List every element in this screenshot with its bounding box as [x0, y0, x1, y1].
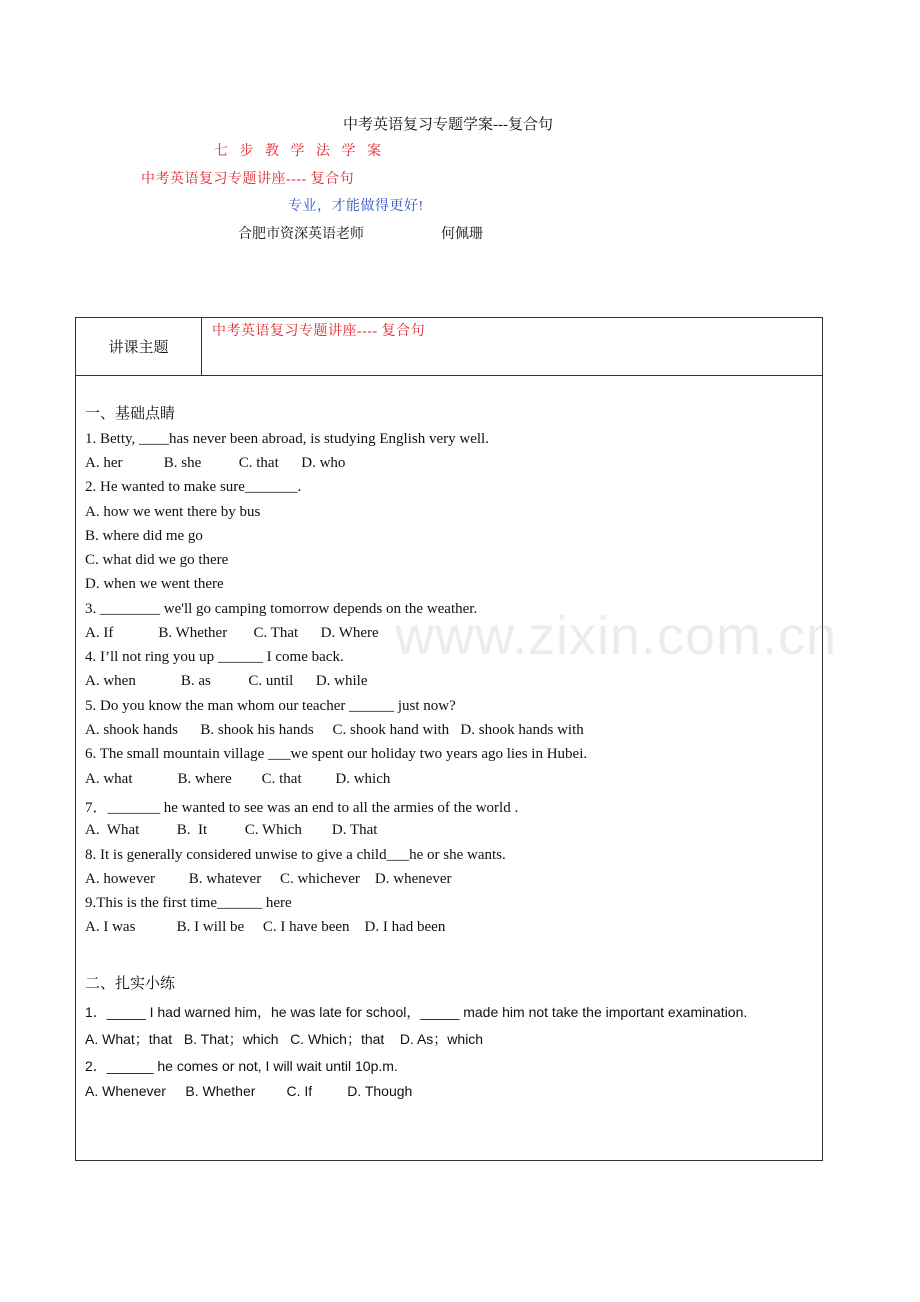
list-item: A. Whenever B. Whether C. If D. Though — [85, 1083, 413, 1099]
list-item: A. when B. as C. until D. while — [85, 673, 368, 689]
list-item: A. shook hands B. shook his hands C. shook hand with D. shook hands with — [85, 722, 584, 738]
section2-heading: 二、扎实小练 — [85, 976, 176, 992]
teacher-name: 何佩珊 — [441, 227, 483, 242]
list-item: A. What；that B. That；which C. Which；that D. As；which — [85, 1031, 484, 1047]
list-item: D. when we went there — [85, 576, 224, 592]
list-item: C. what did we go there — [85, 552, 229, 568]
list-item: A. how we went there by bus — [85, 504, 261, 520]
list-item: 6. The small mountain village ___we spent our holiday two years ago lies in Hubei. — [85, 746, 588, 762]
lesson-table — [75, 317, 823, 1161]
list-item: 2. He wanted to make sure_______. — [85, 479, 302, 495]
list-item: 3. ________ we'll go camping tomorrow depends on the weather. — [85, 601, 478, 617]
lecture-subtitle: 中考英语复习专题讲座---- 复合句 — [141, 172, 355, 187]
list-item: A. I was B. I will be C. I have been D. I had been — [85, 919, 446, 935]
teacher-title: 合肥市资深英语老师 — [238, 227, 364, 242]
topic-value: 中考英语复习专题讲座---- 复合句 — [212, 324, 426, 339]
list-item: 1. Betty, ____has never been abroad, is studying English very well. — [85, 431, 489, 447]
method-subtitle: 七 步 教 学 法 学 案 — [214, 144, 385, 159]
list-item: B. where did me go — [85, 528, 203, 544]
list-item: 1．_____ I had warned him，he was late for school，_____ made him not take the important examination. — [85, 1004, 748, 1020]
slogan: 专业，才能做得更好! — [288, 199, 424, 214]
list-item: 9.This is the first time______ here — [85, 895, 292, 911]
list-item: A. however B. whatever C. whichever D. whenever — [85, 871, 452, 887]
list-item: 7．_______ he wanted to see was an end to all the armies of the world . — [85, 800, 519, 816]
document-title: 中考英语复习专题学案---复合句 — [343, 117, 553, 133]
list-item: A. If B. Whether C. That D. Where — [85, 625, 379, 641]
section1-heading: 一、基础点睛 — [85, 406, 176, 422]
list-item: A. her B. she C. that D. who — [85, 455, 346, 471]
list-item: 5. Do you know the man whom our teacher ______ just now? — [85, 698, 456, 714]
topic-label: 讲课主题 — [76, 318, 202, 375]
list-item: 8. It is generally considered unwise to give a child___he or she wants. — [85, 847, 506, 863]
list-item: A. what B. where C. that D. which — [85, 771, 391, 787]
watermark: www.zixin.com.cn — [395, 606, 838, 666]
list-item: 4. I’ll not ring you up ______ I come back. — [85, 649, 344, 665]
list-item: 2．______ he comes or not, I will wait until 10p.m. — [85, 1058, 398, 1074]
list-item: A. What B. It C. Which D. That — [85, 822, 378, 838]
topic-row — [76, 318, 822, 376]
